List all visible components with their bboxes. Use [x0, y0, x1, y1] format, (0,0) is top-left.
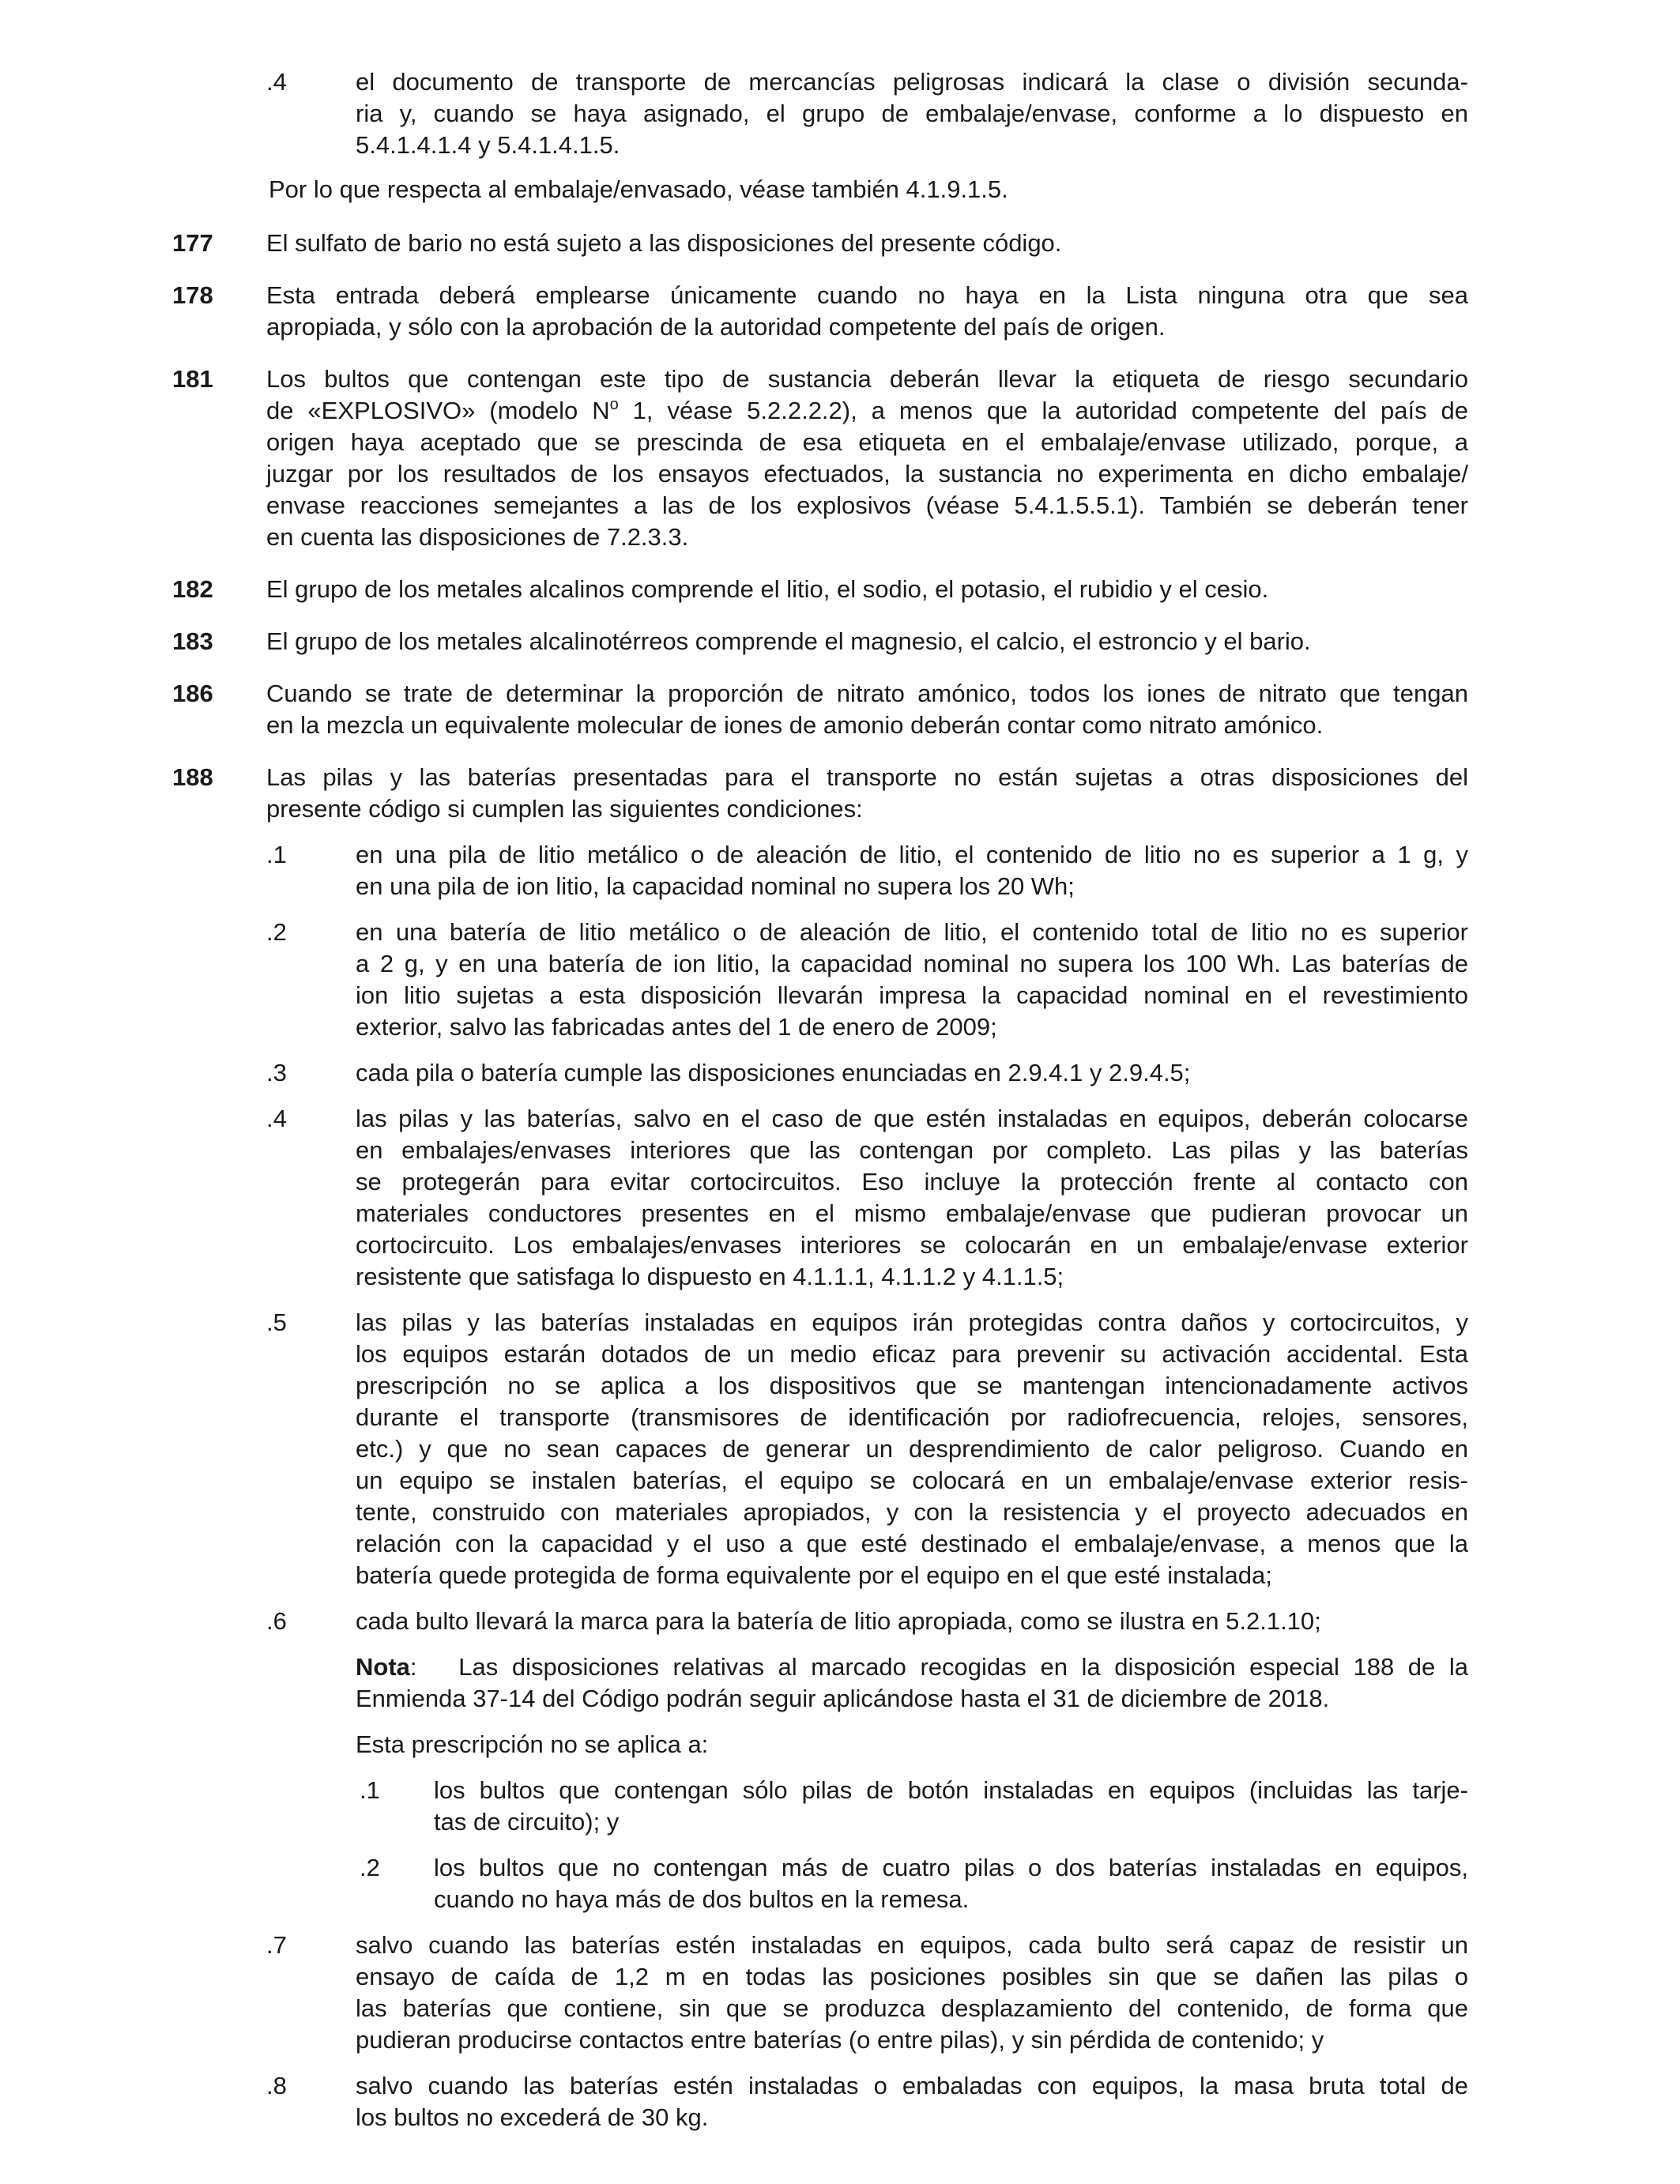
sub-item-line: en una pila de ion litio, la capacidad nominal no supera los 20 Wh;: [356, 872, 1075, 900]
provision-number: 178: [172, 281, 213, 309]
sub-item-line: ion litio sujetas a esta disposición llevarán impresa la capacidad nominal en el revestimiento: [356, 981, 1468, 1009]
sub-item-line: en una batería de litio metálico o de aleación de litio, el contenido total de litio no es superior: [356, 918, 1468, 946]
sub-item-line: en embalajes/envases interiores que las contengan por completo. Las pilas y las baterías: [356, 1136, 1468, 1164]
note-line: Enmienda 37-14 del Código podrán seguir aplicándose hasta el 31 de diciembre de 2018.: [356, 1685, 1330, 1712]
sub-item-line: prescripción no se aplica a los dispositivos que se mantengan intencionadamente activos: [356, 1372, 1468, 1399]
intro-item-line: 5.4.1.4.1.4 y 5.4.1.4.1.5.: [356, 131, 620, 159]
sub-item-line: se protegerán para evitar cortocircuitos. Eso incluye la protección frente al contacto con: [356, 1168, 1468, 1196]
sub-item-line: un equipo se instalen baterías, el equipo se colocará en un embalaje/envase exterior resis-: [356, 1467, 1468, 1494]
sub-item-line: cada bulto llevará la marca para la batería de litio apropiada, como se ilustra en 5.2.1.10;: [356, 1607, 1321, 1635]
provision-line: El grupo de los metales alcalinotérreos comprende el magnesio, el calcio, el estroncio y el bario.: [266, 627, 1311, 655]
note-line: [356, 1651, 1468, 1683]
sub-item-line: resistente que satisfaga lo dispuesto en 4.1.1.1, 4.1.1.2 y 4.1.1.5;: [356, 1263, 1064, 1290]
provision-number: 181: [172, 365, 213, 393]
sub-item-label: .6: [266, 1607, 287, 1635]
provision-line: Los bultos que contengan este tipo de sustancia deberán llevar la etiqueta de riesgo secundario: [266, 365, 1468, 393]
intro-item-line: ria y, cuando se haya asignado, el grupo de embalaje/envase, conforme a lo dispuesto en: [356, 100, 1468, 127]
exception-label: .2: [360, 1854, 380, 1881]
provision-number: 188: [172, 763, 213, 791]
provision-line: juzgar por los resultados de los ensayos efectuados, la sustancia no experimenta en dicho embalaje/: [266, 460, 1468, 488]
sub-item-line: cada pila o batería cumple las disposiciones enunciadas en 2.9.4.1 y 2.9.4.5;: [356, 1059, 1191, 1086]
note-label: Nota: [356, 1653, 410, 1681]
intro-item-line: el documento de transporte de mercancías peligrosas indicará la clase o división secunda-: [356, 68, 1468, 96]
sub-item-line: salvo cuando las baterías estén instaladas en equipos, cada bulto será capaz de resistir un: [356, 1931, 1468, 1959]
sub-item-line: materiales conductores presentes en el mismo embalaje/envase que pudieran provocar un: [356, 1199, 1468, 1227]
provision-line: en la mezcla un equivalente molecular de iones de amonio deberán contar como nitrato amónico.: [266, 711, 1324, 739]
sub-item-label: .1: [266, 841, 287, 868]
superscript-o: o: [609, 396, 619, 413]
sub-item-label: .5: [266, 1309, 287, 1336]
provision-line: Esta entrada deberá emplearse únicamente cuando no haya en la Lista ninguna otra que sea: [266, 281, 1468, 309]
sub-item-line: ensayo de caída de 1,2 m en todas las posiciones posibles sin que se dañen las pilas o: [356, 1963, 1468, 1990]
provision-line: en cuenta las disposiciones de 7.2.3.3.: [266, 523, 689, 551]
exception-line: los bultos que contengan sólo pilas de botón instaladas en equipos (incluidas las tarje-: [434, 1776, 1468, 1804]
provision-line: apropiada, y sólo con la aprobación de la autoridad competente del país de origen.: [266, 313, 1166, 341]
sub-item-line: relación con la capacidad y el uso a que esté destinado el embalaje/envase, a menos que la: [356, 1530, 1468, 1557]
provision-line: El grupo de los metales alcalinos comprende el litio, el sodio, el potasio, el rubidio y el cesio.: [266, 575, 1269, 603]
exception-intro: Esta prescripción no se aplica a:: [356, 1730, 709, 1758]
provision-line: envase reacciones semejantes a las de los explosivos (véase 5.4.1.5.5.1). También se deberán tener: [266, 491, 1468, 519]
provision-line: Las pilas y las baterías presentadas para el transporte no están sujetas a otras disposiciones del: [266, 763, 1468, 791]
sub-item-label: .8: [266, 2072, 287, 2099]
provision-number: 182: [172, 575, 213, 603]
sub-item-label: .3: [266, 1059, 287, 1086]
sub-item-line: batería quede protegida de forma equivalente por el equipo en el que esté instalada;: [356, 1561, 1272, 1589]
provision-line-part: de «EXPLOSIVO» (modelo N: [266, 397, 610, 424]
exception-line: tas de circuito); y: [434, 1808, 620, 1836]
provision-line: presente código si cumplen las siguientes condiciones:: [266, 795, 863, 823]
sub-item-line: las pilas y las baterías, salvo en el caso de que estén instaladas en equipos, deberán colocarse: [356, 1105, 1468, 1132]
exception-label: .1: [360, 1776, 380, 1804]
provision-number: 186: [172, 680, 213, 707]
exception-line: cuando no haya más de dos bultos en la remesa.: [434, 1885, 970, 1913]
intro-note: Por lo que respecta al embalaje/envasado, véase también 4.1.9.1.5.: [269, 175, 1008, 203]
sub-item-line: salvo cuando las baterías estén instaladas o embaladas con equipos, la masa bruta total de: [356, 2072, 1468, 2099]
provision-line-part: 1, véase 5.2.2.2.2), a menos que la autoridad competente del país de: [618, 397, 1468, 424]
provision-line: Cuando se trate de determinar la proporción de nitrato amónico, todos los iones de nitrato que tengan: [266, 680, 1468, 707]
sub-item-line: los bultos no excederá de 30 kg.: [356, 2103, 709, 2131]
sub-item-line: pudieran producirse contactos entre baterías (o entre pilas), y sin pérdida de contenido; y: [356, 2026, 1324, 2054]
provision-line: origen haya aceptado que se prescinda de esa etiqueta en el embalaje/envase utilizado, porque, a: [266, 428, 1468, 456]
provision-line: [266, 395, 1468, 427]
sub-item-line: durante el transporte (transmisores de identificación por radiofrecuencia, relojes, sensores,: [356, 1403, 1468, 1431]
sub-item-label: .4: [266, 1105, 287, 1132]
sub-item-line: los equipos estarán dotados de un medio eficaz para prevenir su activación accidental. Esta: [356, 1340, 1468, 1368]
provision-line: El sulfato de bario no está sujeto a las disposiciones del presente código.: [266, 229, 1062, 257]
intro-item-label: .4: [266, 68, 287, 96]
sub-item-line: cortocircuito. Los embalajes/envases interiores se colocarán en un embalaje/envase exterior: [356, 1231, 1468, 1259]
note-text: Las disposiciones relativas al marcado recogidas en la disposición especial 188 de la: [458, 1653, 1468, 1681]
sub-item-label: .2: [266, 918, 287, 946]
sub-item-line: en una pila de litio metálico o de aleación de litio, el contenido de litio no es superior a 1 g, y: [356, 841, 1468, 868]
note-colon: :: [409, 1653, 417, 1681]
sub-item-line: a 2 g, y en una batería de ion litio, la capacidad nominal no supera los 100 Wh. Las baterías de: [356, 950, 1468, 977]
provision-number: 177: [172, 229, 213, 257]
exception-line: los bultos que no contengan más de cuatro pilas o dos baterías instaladas en equipos,: [434, 1854, 1468, 1881]
sub-item-line: exterior, salvo las fabricadas antes del 1 de enero de 2009;: [356, 1013, 997, 1041]
sub-item-line: las baterías que contiene, sin que se produzca desplazamiento del contenido, de forma que: [356, 1994, 1468, 2022]
provision-number: 183: [172, 627, 213, 655]
sub-item-line: las pilas y las baterías instaladas en equipos irán protegidas contra daños y cortocircuitos, y: [356, 1309, 1468, 1336]
sub-item-line: tente, construido con materiales apropiados, y con la resistencia y el proyecto adecuados en: [356, 1498, 1468, 1526]
sub-item-label: .7: [266, 1931, 287, 1959]
sub-item-line: etc.) y que no sean capaces de generar un desprendimiento de calor peligroso. Cuando en: [356, 1435, 1468, 1463]
